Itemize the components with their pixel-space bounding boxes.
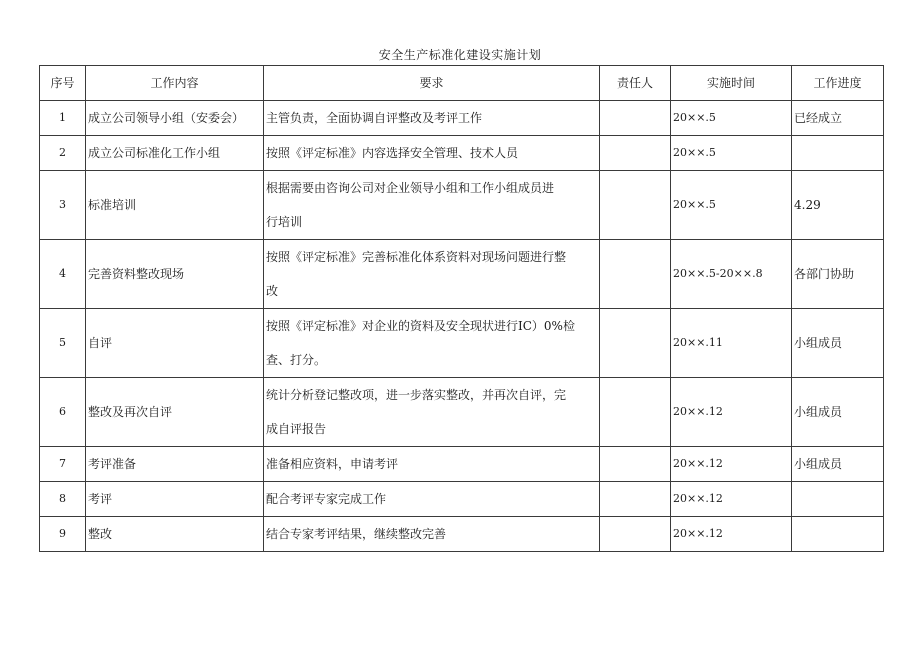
header-requirement: 要求: [264, 66, 600, 101]
cell-task: 自评: [86, 309, 264, 378]
table-row: [40, 309, 884, 378]
cell-time: 20××.5: [671, 171, 792, 240]
cell-no: 7: [40, 447, 86, 482]
header-owner: 责任人: [600, 66, 671, 101]
cell-no: 6: [40, 378, 86, 447]
cell-owner: [600, 171, 671, 240]
cell-owner: [600, 378, 671, 447]
cell-requirement: [264, 309, 600, 378]
cell-time: 20××.12: [671, 378, 792, 447]
cell-no: 4: [40, 240, 86, 309]
table-row: [40, 171, 884, 240]
requirement-line: 根据需要由咨询公司对企业领导小组和工作小组成员进: [266, 181, 555, 195]
requirement-line: 改: [266, 284, 279, 298]
cell-task: 成立公司标准化工作小组: [86, 136, 264, 171]
cell-requirement: [264, 447, 600, 482]
cell-time: 20××.12: [671, 482, 792, 517]
cell-progress: 各部门协助: [792, 240, 884, 309]
cell-owner: [600, 447, 671, 482]
cell-task: 整改: [86, 517, 264, 552]
cell-task: 标准培训: [86, 171, 264, 240]
cell-owner: [600, 482, 671, 517]
header-task: 工作内容: [86, 66, 264, 101]
cell-task: 完善资料整改现场: [86, 240, 264, 309]
plan-table: [39, 65, 884, 552]
cell-no: 3: [40, 171, 86, 240]
cell-requirement: [264, 101, 600, 136]
table-row: [40, 378, 884, 447]
cell-no: 5: [40, 309, 86, 378]
cell-progress: 已经成立: [792, 101, 884, 136]
table-header-row: [40, 66, 884, 101]
cell-progress: 小组成员: [792, 447, 884, 482]
requirement-line: 结合专家考评结果，继续整改完善: [266, 527, 447, 541]
cell-progress: 4.29: [792, 171, 884, 240]
cell-task: 考评: [86, 482, 264, 517]
cell-owner: [600, 240, 671, 309]
cell-owner: [600, 517, 671, 552]
cell-progress: [792, 517, 884, 552]
requirement-line: 按照《评定标准》对企业的资料及安全现状进行IC）0%检: [266, 319, 575, 333]
table-row: [40, 101, 884, 136]
cell-task: 考评准备: [86, 447, 264, 482]
table-row: [40, 136, 884, 171]
cell-time: 20××.5: [671, 101, 792, 136]
requirement-line: 查、打分。: [266, 353, 327, 367]
cell-no: 1: [40, 101, 86, 136]
cell-owner: [600, 309, 671, 378]
table-row: [40, 517, 884, 552]
requirement-line: 统计分析登记整改项，进一步落实整改，并再次自评，完: [266, 388, 567, 402]
cell-requirement: [264, 482, 600, 517]
cell-requirement: [264, 517, 600, 552]
cell-requirement: [264, 240, 600, 309]
cell-requirement: [264, 136, 600, 171]
cell-task: 整改及再次自评: [86, 378, 264, 447]
cell-task: 成立公司领导小组（安委会）: [86, 101, 264, 136]
cell-no: 2: [40, 136, 86, 171]
table-row: [40, 482, 884, 517]
requirement-line: 准备相应资料，申请考评: [266, 457, 399, 471]
cell-time: 20××.12: [671, 447, 792, 482]
cell-owner: [600, 101, 671, 136]
cell-no: 8: [40, 482, 86, 517]
requirement-line: 行培训: [266, 215, 303, 229]
cell-progress: [792, 136, 884, 171]
table-row: [40, 447, 884, 482]
requirement-line: 成自评报告: [266, 422, 327, 436]
header-progress: 工作进度: [792, 66, 884, 101]
cell-progress: 小组成员: [792, 378, 884, 447]
cell-time: 20××.12: [671, 517, 792, 552]
cell-no: 9: [40, 517, 86, 552]
cell-requirement: [264, 171, 600, 240]
cell-time: 20××.5: [671, 136, 792, 171]
requirement-line: 按照《评定标准》内容选择安全管理、技术人员: [266, 146, 519, 160]
cell-progress: 小组成员: [792, 309, 884, 378]
table-row: [40, 240, 884, 309]
requirement-line: 按照《评定标准》完善标准化体系资料对现场问题进行整: [266, 250, 567, 264]
requirement-line: 配合考评专家完成工作: [266, 492, 387, 506]
requirement-line: 主管负责，全面协调自评整改及考评工作: [266, 111, 483, 125]
document-title: 安全生产标准化建设实施计划: [378, 48, 542, 62]
cell-requirement: [264, 378, 600, 447]
cell-time: 20××.5-20××.8: [671, 240, 792, 309]
header-time: 实施时间: [671, 66, 792, 101]
table-body: [40, 101, 884, 552]
cell-owner: [600, 136, 671, 171]
cell-time: 20××.11: [671, 309, 792, 378]
cell-progress: [792, 482, 884, 517]
header-no: 序号: [40, 66, 86, 101]
